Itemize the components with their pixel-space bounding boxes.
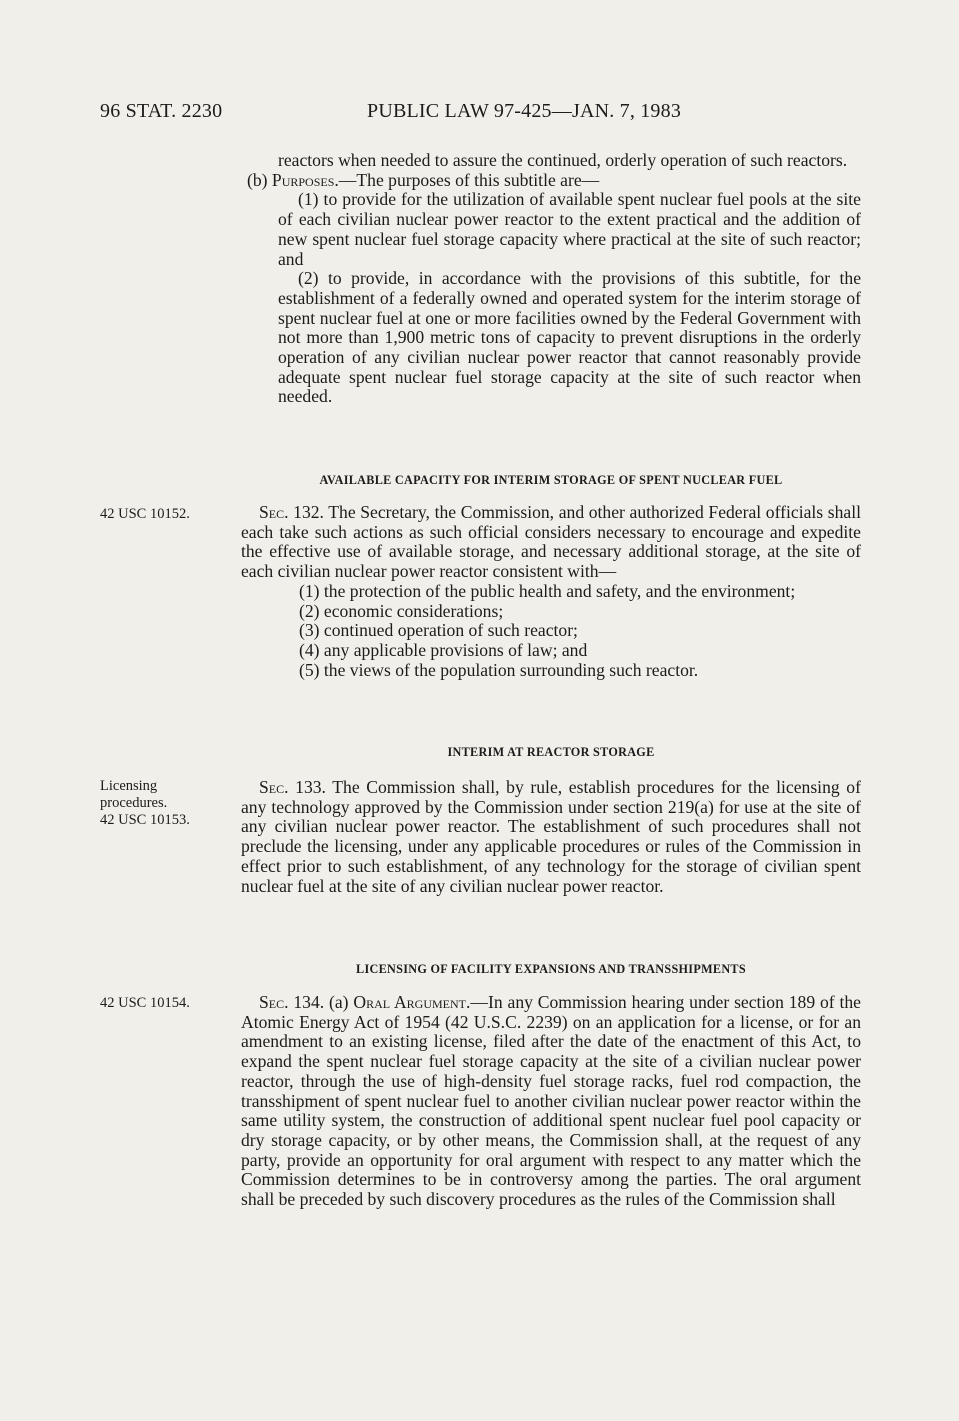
section-132-text: Sec. 132. The Secretary, the Commission, and other authorized Federal officials shall each take such actions as such official considers necessary to encourage and expedite the effective use of available storage, and necessary additional storage, at the site of each civilian nuclear power reactor consistent with— xyxy=(241,502,861,582)
section-133-body xyxy=(241,778,861,896)
section-133-label: Sec. 133. xyxy=(259,777,326,797)
statute-page-reference: 96 STAT. 2230 xyxy=(100,100,223,122)
margin-procedures: procedures. xyxy=(100,795,168,811)
purposes-block xyxy=(241,151,861,407)
purpose-item-2: (2) to provide, in accordance with the provisions of this subtitle, for the establishment of a federally owned and operated system for the interim storage of spent nuclear fuel at one or more facilities owned by the Federal Government with not more than 1,900 metric tons of capacity to prevent disruptions in the orderly operation of any civilian nuclear power reactor that cannot reasonably provide adequate spent nuclear fuel storage capacity at the site of such reactor when needed. xyxy=(278,268,861,407)
margin-licensing: Licensing xyxy=(100,778,158,794)
section-132-body xyxy=(241,503,861,680)
section-132-item-2: (2) economic considerations; xyxy=(299,600,504,621)
section-132-item-1: (1) the protection of the public health and safety, and the environment; xyxy=(299,580,796,601)
section-132-margin-citation: 42 USC 10152. xyxy=(100,506,190,522)
section-133-heading: INTERIM AT REACTOR STORAGE xyxy=(447,745,655,759)
purposes-intro: (b) Purposes.—The purposes of this subtitle are— xyxy=(247,169,600,190)
section-134-margin-citation: 42 USC 10154. xyxy=(100,995,190,1011)
public-law-header: PUBLIC LAW 97-425—JAN. 7, 1983 xyxy=(367,100,682,122)
purpose-item-1: (1) to provide for the utilization of available spent nuclear fuel pools at the site of each civilian nuclear power reactor to the extent practical and the addition of new spent nuclear fuel storage capacity where practical at the site of such reactor; and xyxy=(278,189,861,269)
section-133-text: Sec. 133. The Commission shall, by rule, establish procedures for the licensing of any technology approved by the Commission under section 219(a) for use at the site of any civilian nuclear power reactor. The establishment of such procedures shall not preclude the licensing, under any applicable procedures or rules of the Commission in effect prior to such establishment, of any technology for the storage of civilian spent nuclear fuel at the site of any civilian nuclear power reactor. xyxy=(241,777,861,896)
section-132-item-5: (5) the views of the population surrounding such reactor. xyxy=(299,659,699,680)
section-134-body xyxy=(241,993,861,1210)
section-134-text: Sec. 134. (a) Oral Argument.—In any Commission hearing under section 189 of the Atomic Energy Act of 1954 (42 U.S.C. 2239) on an application for a license, or for an amendment to an existing license, filed after the date of the enactment of this Act, to expand the spent nuclear fuel storage capacity at the site of a civilian nuclear power reactor, through the use of high-density fuel storage racks, fuel rod compaction, the transshipment of spent nuclear fuel to another civilian nuclear power reactor within the same utility system, the construction of additional spent nuclear fuel pool capacity or dry storage capacity, or by other means, the Commission shall, at the request of any party, provide an opportunity for oral argument with respect to any matter which the Commission determines to be in controversy among the parties. The oral argument shall be preceded by such discovery procedures as the rules of the Commission shall xyxy=(241,992,861,1210)
section-132-item-4: (4) any applicable provisions of law; and xyxy=(299,639,588,660)
section-132-label: Sec. 132. xyxy=(259,502,324,522)
purposes-label: Purposes xyxy=(271,169,335,190)
section-133-margin-citation: 42 USC 10153. xyxy=(100,812,190,828)
section-133-margin-note xyxy=(100,778,230,829)
continuation-text: reactors when needed to assure the continued, orderly operation of such reactors. xyxy=(278,150,848,170)
section-134-label: Sec. 134. xyxy=(259,992,325,1012)
section-134-heading: LICENSING OF FACILITY EXPANSIONS AND TRANSSHIPMENTS xyxy=(356,962,746,976)
oral-argument-label: Oral Argument xyxy=(353,992,467,1012)
section-132-item-3: (3) continued operation of such reactor; xyxy=(299,620,578,641)
section-132-heading: AVAILABLE CAPACITY FOR INTERIM STORAGE OF SPENT NUCLEAR FUEL xyxy=(319,473,783,487)
